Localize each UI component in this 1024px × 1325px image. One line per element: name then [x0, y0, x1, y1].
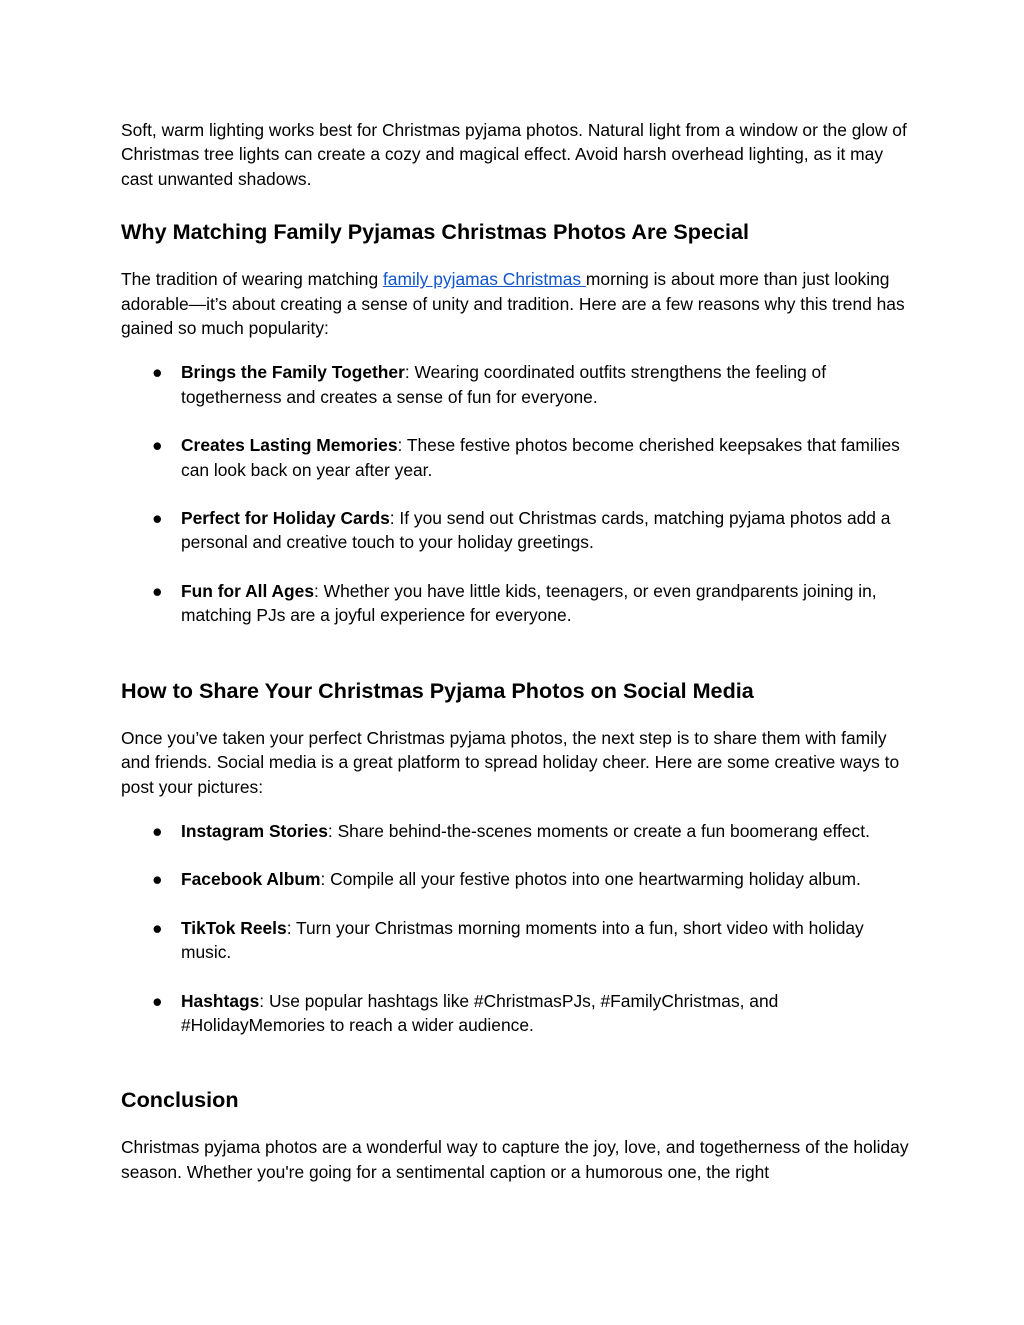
- list-item: [121, 433, 911, 482]
- intro-paragraph: Soft, warm lighting works best for Christmas pyjama photos. Natural light from a window or the glow of Christmas tree lights can create a cozy and magical effect. Avoid harsh overhead lighting, as it may cast unwanted shadows.: [121, 120, 907, 189]
- bullet-icon: ●: [152, 869, 163, 890]
- section-heading-conclusion: Conclusion: [121, 1087, 239, 1113]
- bullet-icon: ●: [152, 362, 163, 383]
- bullet-icon: ●: [152, 917, 163, 938]
- list-item-term: Hashtags: [181, 990, 260, 1011]
- paragraph-text: The tradition of wearing matching: [121, 269, 383, 290]
- list-item-text: : Share behind-the-scenes moments or create a fun boomerang effect.: [327, 820, 870, 841]
- list-item: [121, 989, 911, 1038]
- list-item-term: TikTok Reels: [181, 917, 287, 938]
- document-page: [121, 118, 911, 1184]
- list-item: [121, 916, 911, 965]
- list-item-term: Creates Lasting Memories: [181, 435, 398, 456]
- section-paragraph-special: [121, 267, 911, 340]
- list-item: [121, 867, 911, 891]
- list-item-text: : Whether you have little kids, teenagers, or even grandparents joining in, matching PJs are a joyful experience for everyone.: [181, 580, 877, 626]
- bullet-icon: ●: [152, 580, 163, 601]
- list-item-text: : These festive photos become cherished keepsakes that families can look back on year after year.: [181, 435, 900, 480]
- list-item-term: Fun for All Ages: [181, 580, 315, 601]
- section-heading-share: How to Share Your Christmas Pyjama Photos on Social Media: [121, 677, 754, 703]
- list-item-term: Perfect for Holiday Cards: [181, 508, 390, 529]
- list-item: [121, 360, 911, 409]
- bullet-icon: ●: [152, 435, 163, 456]
- bullet-list-share: [121, 819, 911, 1037]
- bullet-icon: ●: [152, 820, 163, 841]
- family-pyjamas-christmas-link[interactable]: family pyjamas Christmas: [382, 269, 586, 290]
- list-item-text: : If you send out Christmas cards, matching pyjama photos add a personal and creative touch to your holiday greetings.: [181, 508, 891, 553]
- list-item-text: : Wearing coordinated outfits strengthens the feeling of togetherness and creates a sense of fun for everyone.: [181, 362, 827, 407]
- list-item: [121, 506, 911, 555]
- list-item-text: : Compile all your festive photos into one heartwarming holiday album.: [320, 869, 861, 890]
- list-item-term: Instagram Stories: [181, 820, 328, 841]
- section-paragraph-share: Once you’ve taken your perfect Christmas pyjama photos, the next step is to share them with family and friends. Social media is a great platform to spread holiday cheer. Here are some creative ways to post your pictures:: [121, 727, 900, 797]
- list-item: [121, 819, 911, 843]
- list-item-term: Brings the Family Together: [181, 362, 405, 383]
- bullet-icon: ●: [152, 508, 163, 529]
- bullet-list-special: [121, 360, 911, 627]
- section-paragraph-conclusion: Christmas pyjama photos are a wonderful way to capture the joy, love, and togetherness of the holiday season. Whether you're going for a sentimental caption or a humorous one, the right: [121, 1137, 909, 1182]
- list-item: [121, 579, 911, 628]
- list-item-text: : Use popular hashtags like #ChristmasPJs, #FamilyChristmas, and #HolidayMemories to reach a wider audience.: [181, 990, 779, 1035]
- section-heading-special: Why Matching Family Pyjamas Christmas Photos Are Special: [121, 219, 750, 245]
- paragraph-text: morning is about more than just looking adorable—it’s about creating a sense of unity and tradition. Here are a few reasons why this trend has gained so much popularity:: [121, 269, 905, 339]
- list-item-text: : Turn your Christmas morning moments into a fun, short video with holiday music.: [181, 917, 864, 963]
- list-item-term: Facebook Album: [181, 869, 321, 890]
- bullet-icon: ●: [152, 990, 163, 1011]
